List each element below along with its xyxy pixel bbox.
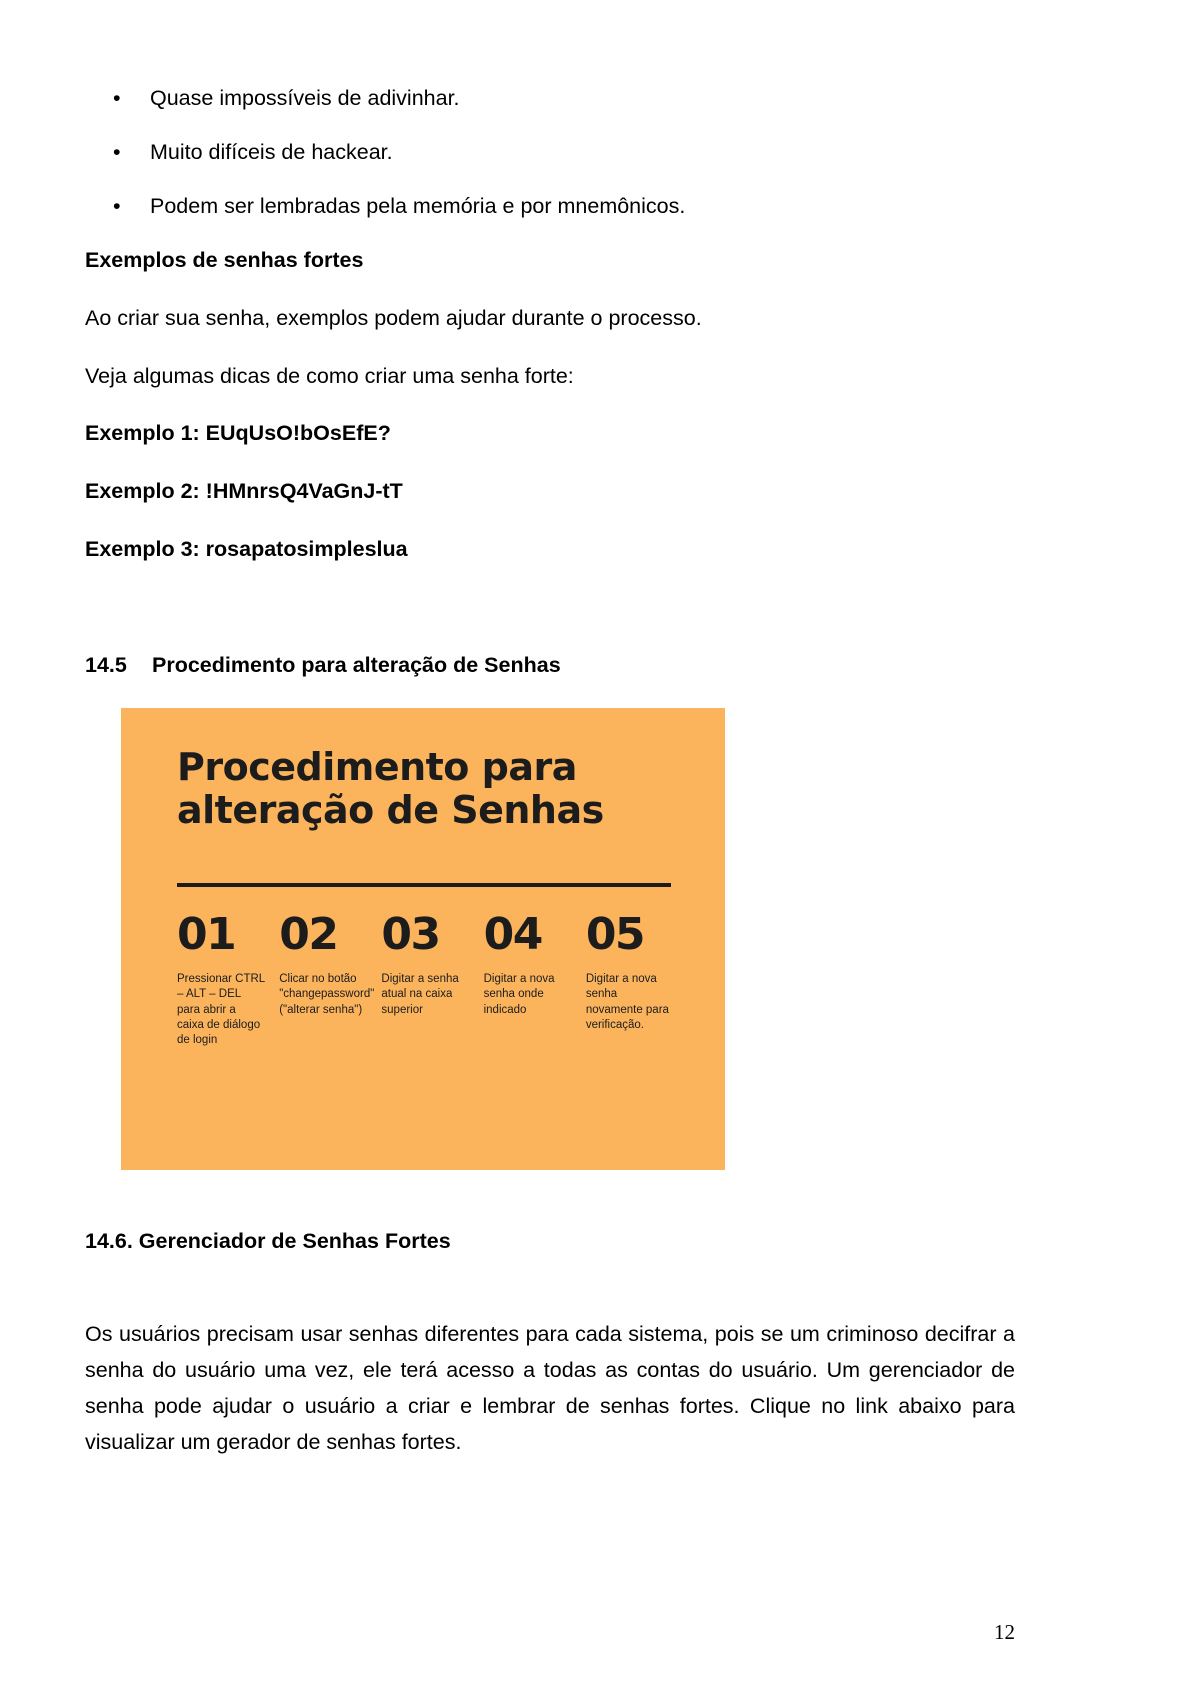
infographic-step bbox=[279, 909, 376, 1048]
step-text: Clicar no botão "changepassword" ("alterar senha") bbox=[279, 973, 375, 1016]
step-text: Digitar a nova senha novamente para verificação. bbox=[585, 973, 669, 1031]
spacer bbox=[85, 594, 1015, 652]
benefits-bullet-list bbox=[85, 85, 1015, 220]
step-number: 05 bbox=[585, 909, 645, 961]
bullet-icon: • bbox=[113, 139, 121, 164]
section-heading-14-6: 14.6. Gerenciador de Senhas Fortes bbox=[85, 1229, 451, 1254]
step-number: 01 bbox=[177, 909, 236, 961]
list-item-text: Podem ser lembradas pela memória e por mnemônicos. bbox=[150, 193, 686, 218]
infographic-procedimento-alteracao-senhas bbox=[121, 708, 725, 1170]
page-content bbox=[85, 85, 1015, 1461]
infographic-wrapper bbox=[121, 708, 1015, 1170]
step-number: 04 bbox=[483, 909, 542, 961]
list-item-text: Quase impossíveis de adivinhar. bbox=[150, 86, 460, 110]
spacer bbox=[85, 1170, 1015, 1228]
paragraph-criar-senha: Ao criar sua senha, exemplos podem ajudar durante o processo. bbox=[85, 305, 702, 330]
list-item bbox=[85, 193, 1015, 220]
infographic-step bbox=[177, 909, 274, 1048]
infographic-step bbox=[381, 909, 478, 1048]
section-title: Procedimento para alteração de Senhas bbox=[152, 653, 561, 678]
step-text: Digitar a nova senha onde indicado bbox=[483, 973, 555, 1016]
step-text: Digitar a senha atual na caixa superior bbox=[381, 973, 459, 1016]
step-number: 02 bbox=[279, 909, 338, 961]
section-number: 14.5 bbox=[85, 653, 127, 678]
paragraph-dicas: Veja algumas dicas de como criar uma senha forte: bbox=[85, 363, 574, 388]
infographic-divider bbox=[177, 883, 671, 887]
page-number: 12 bbox=[994, 1620, 1015, 1644]
example-1: Exemplo 1: EUqUsO!bOsEfE? bbox=[85, 421, 391, 446]
example-2: Exemplo 2: !HMnrsQ4VaGnJ-tT bbox=[85, 479, 403, 504]
list-item bbox=[85, 85, 1015, 112]
step-number: 03 bbox=[381, 909, 440, 961]
heading-exemplos-senhas-fortes: Exemplos de senhas fortes bbox=[85, 247, 364, 272]
bullet-icon: • bbox=[113, 193, 121, 218]
infographic-title-line-1: Procedimento para bbox=[177, 745, 577, 790]
section-heading-14-5 bbox=[85, 652, 1015, 680]
example-3: Exemplo 3: rosapatosimpleslua bbox=[85, 537, 408, 562]
bullet-icon: • bbox=[113, 86, 121, 110]
spacer bbox=[85, 1286, 1015, 1316]
infographic-step bbox=[585, 909, 683, 1048]
infographic-step bbox=[483, 909, 581, 1048]
paragraph-gerenciador-senhas: Os usuários precisam usar senhas diferentes para cada sistema, pois se um criminoso decifrar a senha do usuário uma vez, ele terá acesso a todas as contas do usuário. Um gerenciador de senha pode ajudar o usuário a criar e lembrar de senhas fortes. Clique no link abaixo para visualizar um gerador de senhas fortes. bbox=[85, 1322, 1015, 1455]
list-item bbox=[85, 139, 1015, 166]
list-item-text: Muito difíceis de hackear. bbox=[150, 139, 393, 164]
step-text: Pressionar CTRL – ALT – DEL para abrir a caixa de diálogo de login bbox=[177, 973, 265, 1046]
infographic-title bbox=[177, 746, 683, 831]
infographic-steps bbox=[177, 909, 683, 1048]
infographic-title-line-2: alteração de Senhas bbox=[177, 787, 604, 832]
